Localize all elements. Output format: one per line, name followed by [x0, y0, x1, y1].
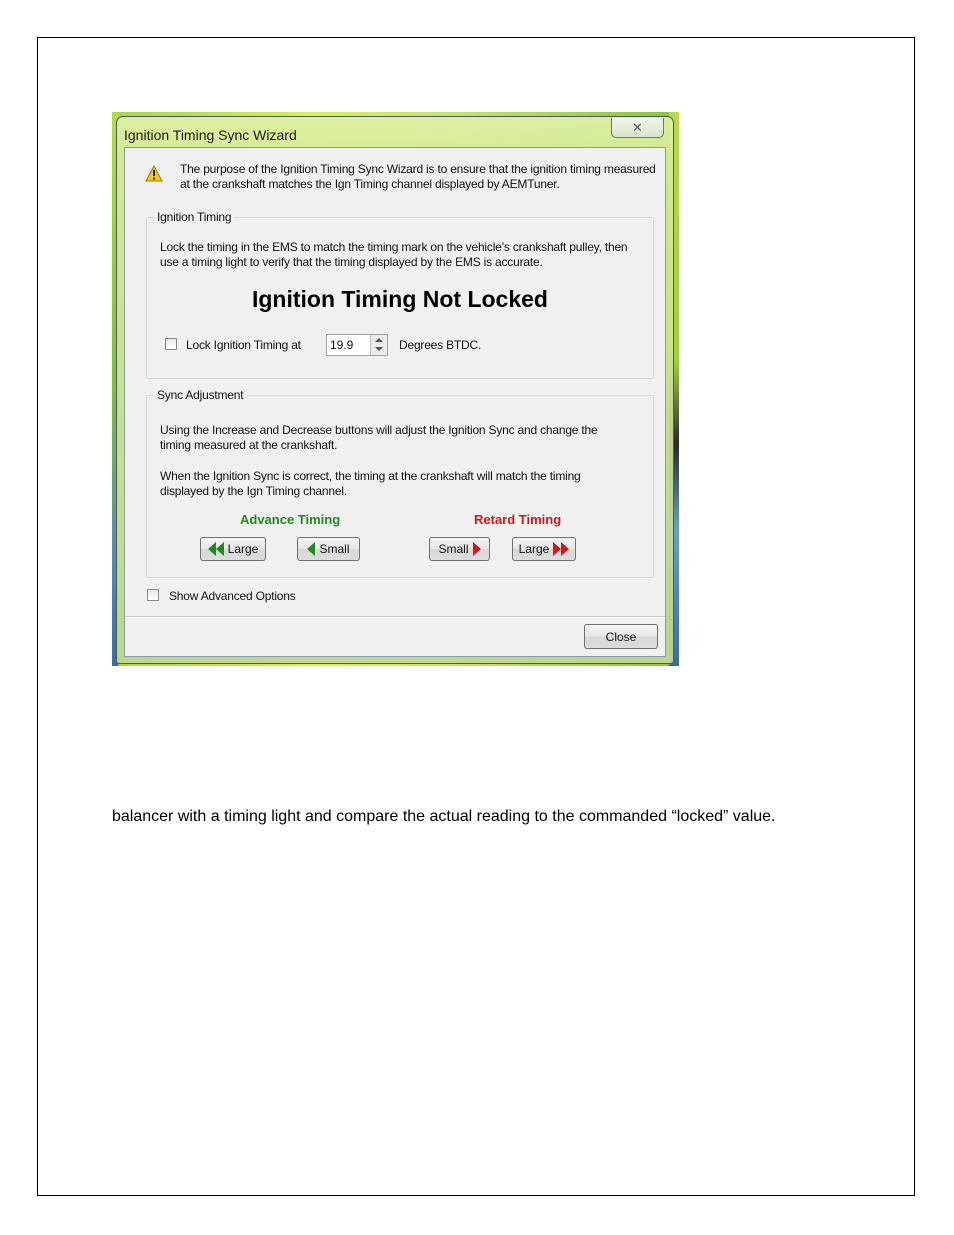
dialog-screenshot — [112, 112, 679, 666]
sync-adjustment-legend: Sync Adjustment — [153, 388, 247, 402]
sync-adjustment-group — [146, 388, 654, 578]
lock-timing-units: Degrees BTDC. — [399, 338, 482, 352]
close-icon: ✕ — [632, 119, 643, 135]
double-left-arrow-icon — [208, 542, 224, 556]
window-title: Ignition Timing Sync Wizard — [124, 127, 297, 143]
retard-small-label: Small — [438, 542, 469, 556]
timing-lock-status: Ignition Timing Not Locked — [251, 286, 548, 312]
retard-large-button[interactable] — [512, 537, 576, 561]
lock-timing-value: 19.9 — [330, 338, 354, 352]
lock-timing-checkbox[interactable] — [165, 338, 177, 350]
ignition-timing-description: Lock the timing in the EMS to match the timing mark on the vehicle’s crankshaft pulley, then use a timing light to verify that the timing displayed by the EMS is accurate. — [160, 240, 628, 269]
show-advanced-label: Show Advanced Options — [169, 589, 296, 603]
window-close-button[interactable] — [611, 118, 664, 138]
right-arrow-icon — [473, 542, 481, 556]
dialog-client-area — [124, 147, 666, 657]
sync-wizard-window — [116, 116, 674, 664]
retard-large-label: Large — [518, 542, 550, 556]
advance-large-button[interactable] — [200, 537, 266, 561]
lock-timing-label: Lock Ignition Timing at — [186, 338, 301, 352]
ignition-timing-legend: Ignition Timing — [153, 210, 235, 224]
spin-up-icon[interactable] — [375, 338, 383, 342]
close-button[interactable]: Close — [584, 624, 658, 649]
lock-timing-spinner[interactable] — [326, 334, 388, 356]
spin-down-icon[interactable] — [375, 347, 383, 351]
retard-small-button[interactable] — [429, 537, 490, 561]
sync-description-2: When the Ignition Sync is correct, the timing at the crankshaft will match the timing displayed by the Ign Timing channel. — [160, 469, 581, 498]
double-right-arrow-icon — [553, 542, 569, 556]
spinner-buttons[interactable] — [370, 335, 387, 355]
left-arrow-icon — [307, 542, 315, 556]
warning-icon — [145, 165, 163, 182]
retard-timing-label: Retard Timing — [474, 512, 562, 527]
advance-small-button[interactable] — [297, 537, 360, 561]
document-body-text: balancer with a timing light and compare the actual reading to the commanded “locked” value. — [112, 808, 776, 825]
intro-text: The purpose of the Ignition Timing Sync Wizard is to ensure that the ignition timing measured at the crankshaft matches the Ign Timing channel displayed by AEMTuner. — [180, 162, 656, 191]
advance-small-label: Small — [319, 542, 350, 556]
sync-description-1: Using the Increase and Decrease buttons will adjust the Ignition Sync and change the timing measured at the crankshaft. — [160, 423, 598, 452]
show-advanced-checkbox[interactable] — [147, 589, 159, 601]
advance-timing-label: Advance Timing — [240, 512, 341, 527]
footer-divider — [125, 616, 665, 618]
ignition-timing-group — [146, 210, 654, 379]
advance-large-label: Large — [227, 542, 259, 556]
